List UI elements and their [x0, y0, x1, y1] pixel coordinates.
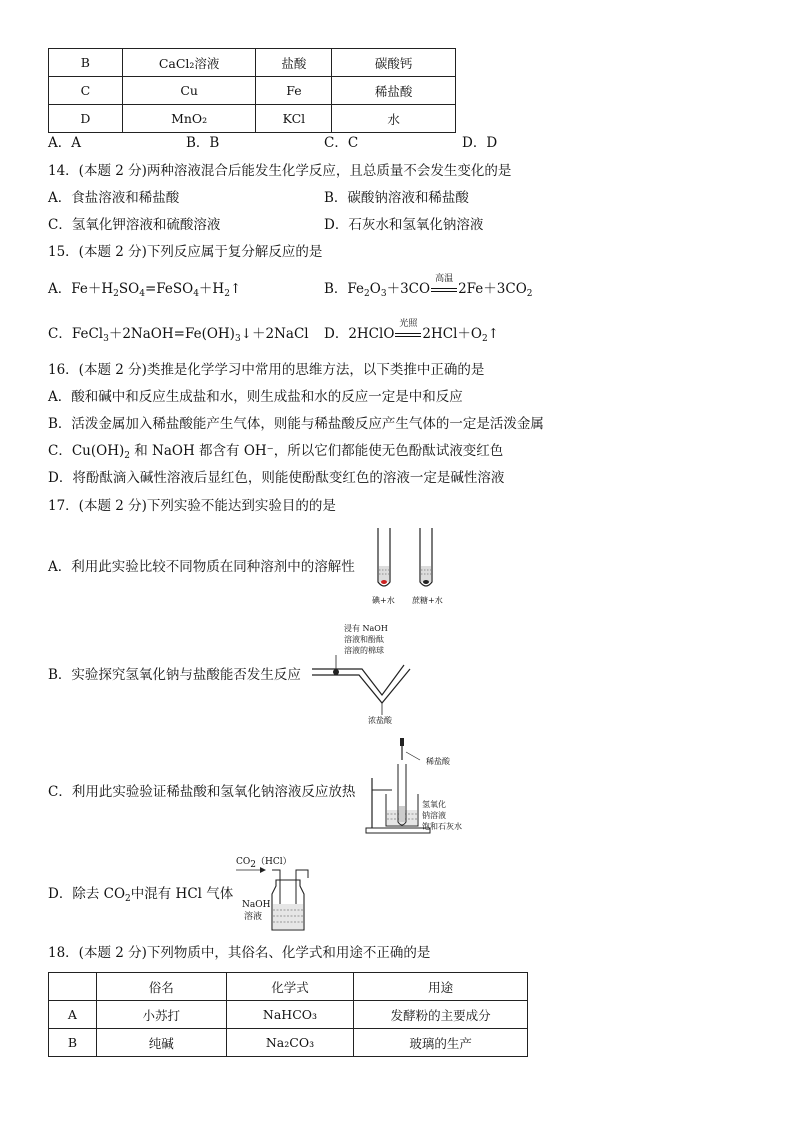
diagram-label: NaOH	[242, 900, 271, 910]
reaction-condition: 高温	[435, 274, 454, 284]
table-header-row: 俗名 化学式 用途	[49, 973, 528, 1001]
q16-option-d[interactable]: D．将酚酞滴入碱性溶液后显红色，则能使酚酞变红色的溶液一定是碱性溶液	[48, 470, 505, 486]
q17-option-b[interactable]: B．实验探究氢氧化钠与盐酸能否发生反应	[48, 667, 301, 683]
diagram-label: 碘+水	[372, 596, 395, 605]
q15-option-d[interactable]: D．2HClO 光照 $2HCl+O_2↑$	[324, 325, 499, 348]
q16-stem: 16．(本题 2 分)类推是化学学习中常用的思维方法，以下类推中正确的是	[48, 362, 485, 378]
v-tube-diagram	[312, 655, 412, 717]
q17-option-d[interactable]: D．除去 $CO_2$中混有 HCl 气体	[48, 886, 234, 904]
diagram-label: 溶液	[244, 912, 263, 922]
q15-stem: 15．(本题 2 分)下列反应属于复分解反应的是	[48, 244, 323, 260]
test-tubes-diagram	[370, 528, 460, 600]
table-row: C Cu Fe 稀盐酸	[49, 77, 456, 105]
q14-option-a[interactable]: A．食盐溶液和稀盐酸	[48, 190, 180, 206]
q17-option-a[interactable]: A．利用此实验比较不同物质在同种溶剂中的溶解性	[48, 559, 355, 575]
table-row: B CaCl₂溶液 盐酸 碳酸钙	[49, 49, 456, 77]
q15-option-a[interactable]: A．$Fe+H_2SO_4=FeSO_4+H_2↑$	[48, 281, 242, 299]
q16-option-b[interactable]: B．活泼金属加入稀盐酸能产生气体，则能与稀盐酸反应产生气体的一定是活泼金属	[48, 416, 544, 432]
table-row: D MnO₂ KCl 水	[49, 105, 456, 133]
table-row: B 纯碱 Na₂CO₃ 玻璃的生产	[49, 1029, 528, 1057]
diagram-label: 浸有 NaOH	[344, 624, 388, 633]
q13-option-a[interactable]: A．A	[48, 135, 81, 151]
q14-option-c[interactable]: C．氢氧化钾溶液和硫酸溶液	[48, 217, 221, 233]
q16-option-a[interactable]: A．酸和碱中和反应生成盐和水，则生成盐和水的反应一定是中和反应	[48, 389, 463, 405]
q15-option-c[interactable]: C．$FeCl_3+2NaOH=Fe(OH)_3↓+2NaCl$	[48, 326, 309, 344]
reaction-condition: 光照	[399, 319, 418, 329]
diagram-label: 氢氧化	[422, 800, 446, 809]
q17-stem: 17．(本题 2 分)下列实验不能达到实验目的的是	[48, 498, 336, 514]
q18-stem: 18．(本题 2 分)下列物质中，其俗名、化学式和用途不正确的是	[48, 945, 431, 961]
q13-option-d[interactable]: D．D	[462, 135, 498, 151]
q14-option-d[interactable]: D．石灰水和氢氧化钠溶液	[324, 217, 484, 233]
q13-table	[48, 48, 456, 133]
q14-stem: 14．(本题 2 分)两种溶液混合后能发生化学反应，且总质量不会发生变化的是	[48, 163, 512, 179]
diagram-label: 稀盐酸	[426, 757, 450, 766]
diagram-label: 蔗糖+水	[412, 596, 443, 605]
diagram-label: 溶液和酚酞	[344, 635, 384, 644]
q17-option-c[interactable]: C．利用此实验验证稀盐酸和氢氧化钠溶液反应放热	[48, 784, 356, 800]
diagram-label: 饱和石灰水	[422, 822, 462, 831]
table-row: A 小苏打 NaHCO₃ 发酵粉的主要成分	[49, 1001, 528, 1029]
diagram-label: 钠溶液	[422, 811, 446, 820]
diagram-label: 溶液的棉球	[344, 646, 384, 655]
q13-option-c[interactable]: C．C	[324, 135, 359, 151]
q14-option-b[interactable]: B．碳酸钠溶液和稀盐酸	[324, 190, 469, 206]
diagram-label: 浓盐酸	[368, 716, 392, 725]
q13-option-b[interactable]: B．B	[186, 135, 220, 151]
q15-option-b[interactable]: B．$Fe_2O_3+3CO$ 高温 $2Fe+3CO_2$	[324, 280, 533, 303]
q16-option-c[interactable]: C．$Cu(OH)_2$ 和 NaOH 都含有 OH⁻，所以它们都能使无色酚酞试液变红色	[48, 443, 504, 461]
q18-table	[48, 972, 528, 1057]
diagram-label: $CO_2(HCl)$	[236, 857, 292, 870]
